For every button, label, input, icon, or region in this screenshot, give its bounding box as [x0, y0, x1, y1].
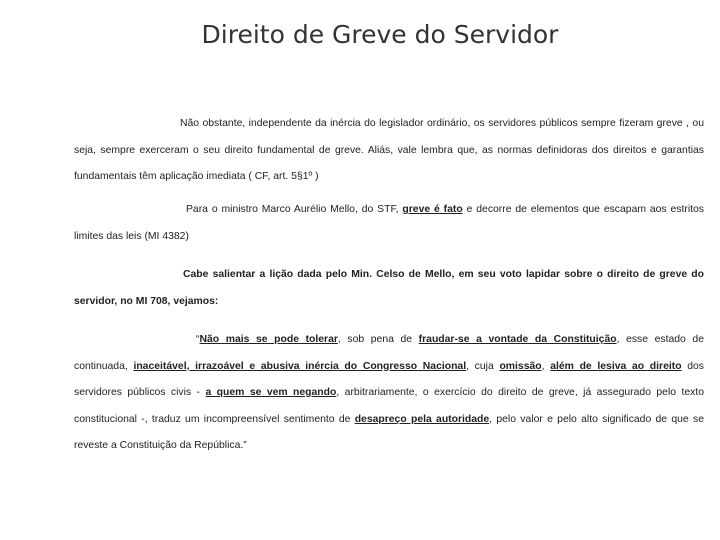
quote-underline-5: além de lesiva ao direito	[550, 360, 682, 372]
quote-underline-6: a quem se vem negando	[205, 387, 337, 398]
quote-text-1: “	[196, 334, 200, 345]
quote-text-5: ,	[541, 360, 551, 372]
quote-underline-3: inaceitável, irrazoável e abusiva inércia do Congresso Nacional	[133, 360, 467, 372]
paragraph-2	[74, 197, 704, 250]
paragraph-4-quote	[74, 327, 704, 460]
paragraph-2-text-a: Para o ministro Marco Aurélio Mello, do STF,	[186, 204, 403, 215]
quote-text-7: , arbitrariamente, o exercício do direito de greve, já assegurado pelo texto constitucional -, traduz um incompreensível sentimento de	[74, 387, 705, 425]
quote-underline-7: desapreço pela autoridade	[354, 413, 490, 425]
quote-text-4: , cuja	[466, 360, 500, 372]
paragraph-3: Cabe salientar a lição dada pelo Min. Celso de Mello, em seu voto lapidar sobre o direito de greve do servidor, no MI 708, vejamos:	[74, 269, 704, 307]
quote-text-2: , sob pena de	[337, 334, 419, 345]
paragraph-2-text-c: e decorre de elementos que escapam aos estritos limites das leis (MI 4382)	[74, 204, 704, 242]
quote-text-8: , pelo valor e pelo alto significado de que se reveste a Constituição da República.”	[74, 413, 704, 451]
quote-underline-1: Não mais se pode tolerar	[199, 334, 338, 345]
quote-underline-2: fraudar-se a vontade da Constituição	[418, 334, 617, 345]
quote-underline-4: omissão	[499, 360, 542, 372]
page-title: Direito de Greve do Servidor	[201, 20, 559, 49]
paragraph-1: Não obstante, independente da inércia do legislador ordinário, os servidores públicos sempre fizeram greve , ou seja, sempre exerceram o seu direito fundamental de greve. Aliás, vale lembra que, as normas definidoras dos direitos e garantias fundamentais têm aplicação imediata ( CF, art. 5§1º )	[74, 118, 704, 182]
quote-text-3: , esse estado de continuada,	[74, 334, 704, 372]
paragraph-2-emphasis: greve é fato	[402, 204, 463, 215]
quote-text-6: dos servidores públicos civis -	[74, 360, 704, 398]
